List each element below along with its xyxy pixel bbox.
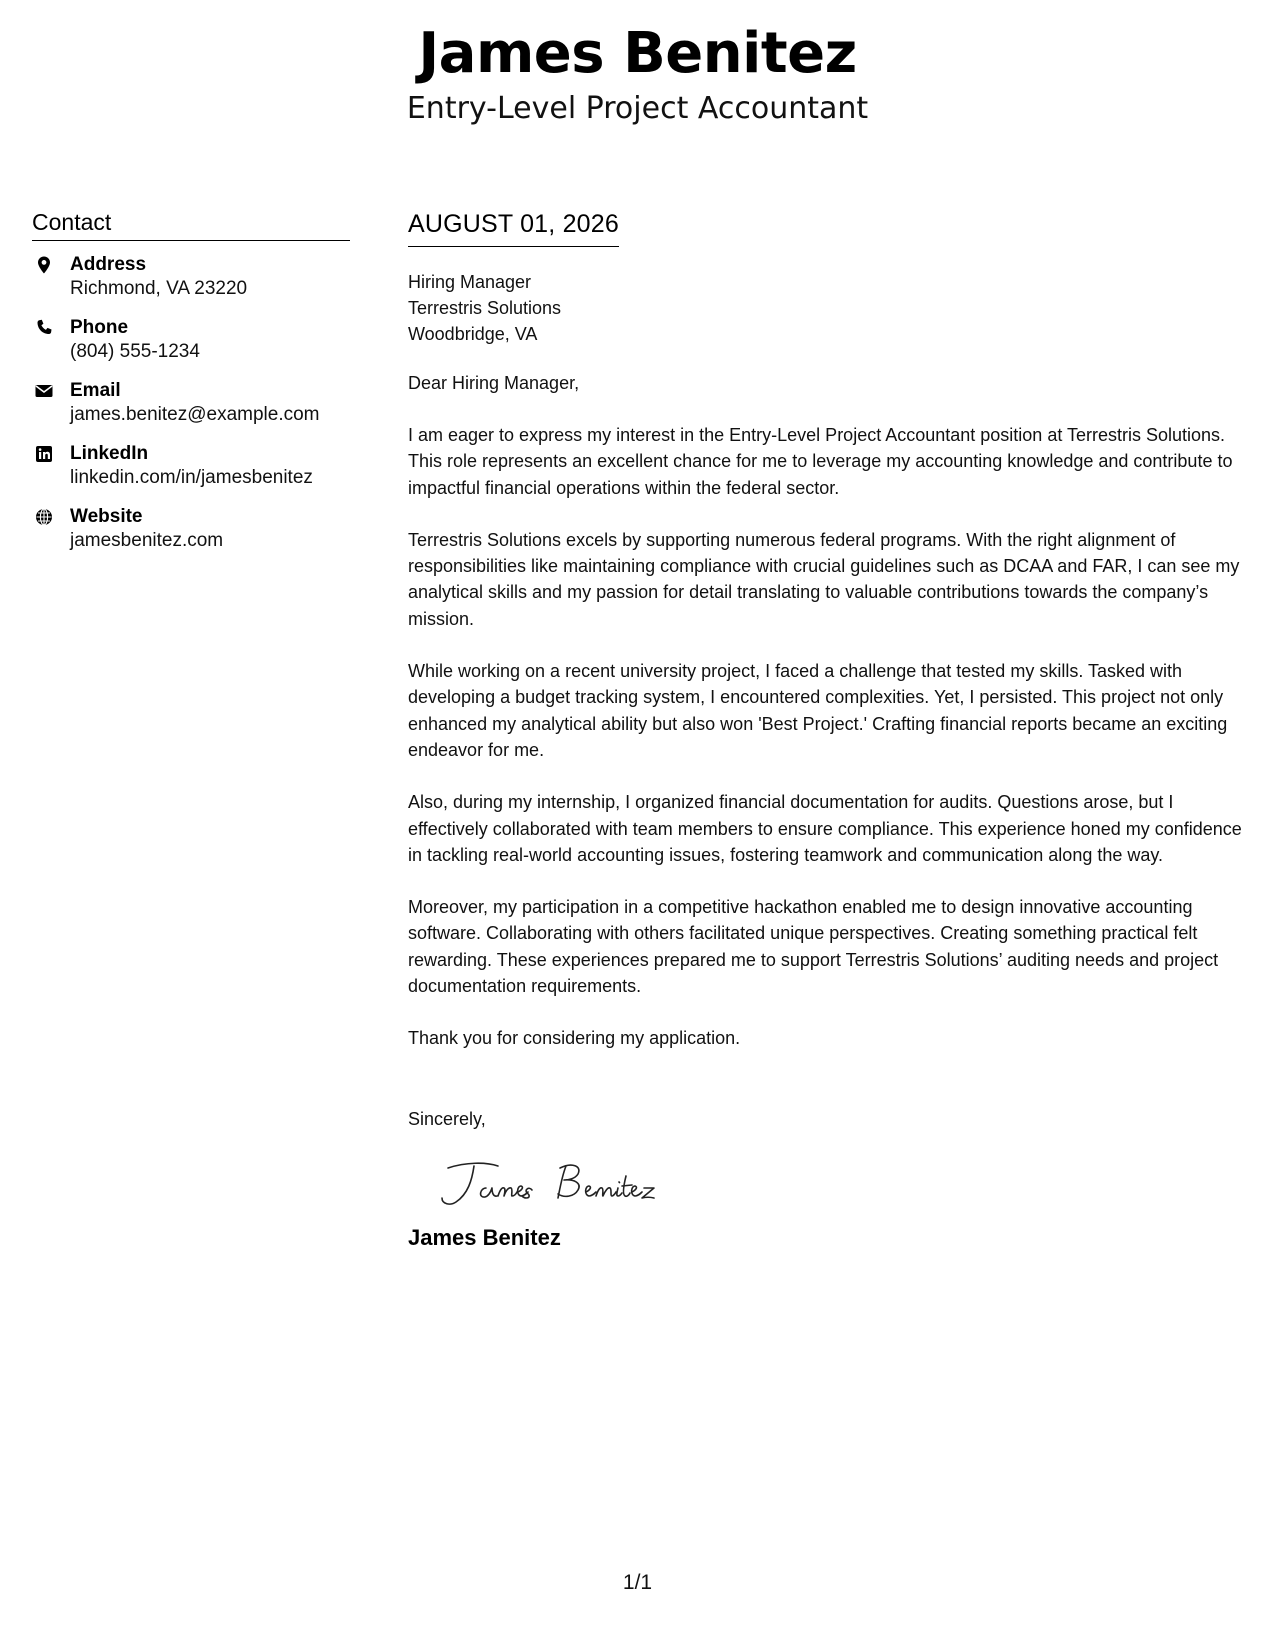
paragraph: Terrestris Solutions excels by supporting numerous federal programs. With the right alignment of responsibilities like maintaining compliance with crucial guidelines such as DCAA and FAR, I can see my analytical skills and my passion for detail translating to valuable contributions towards the company’s mission. xyxy=(408,529,1240,629)
applicant-name: James Benitez xyxy=(418,21,857,86)
contact-label: Address xyxy=(70,254,147,275)
contact-value: james.benitez@example.com xyxy=(70,404,320,425)
paragraph: Moreover, my participation in a competitive hackathon enabled me to design innovative accounting software. Collaborating with others facilitated unique perspectives. Creating something practical felt rewarding. These experiences prepared me to support Terrestris Solutions’ auditing needs and project documentation requirements. xyxy=(408,897,1219,997)
recipient-block xyxy=(408,269,1253,347)
contact-value: (804) 555-1234 xyxy=(70,341,200,362)
contact-item-email xyxy=(32,379,350,442)
contact-item-website xyxy=(32,505,350,568)
recipient-line: Hiring Manager xyxy=(408,272,532,292)
paragraph: Thank you for considering my application. xyxy=(408,1028,741,1049)
contact-label: LinkedIn xyxy=(70,443,149,464)
document-header xyxy=(0,18,1275,128)
contact-label: Phone xyxy=(70,317,129,338)
closing: Sincerely, xyxy=(408,1108,486,1129)
envelope-icon xyxy=(34,381,54,401)
paragraph: Also, during my internship, I organized financial documentation for audits. Questions arose, but I effectively collaborated with team members to ensure compliance. This experience honed my confidence in tackling real-world accounting issues, fostering teamwork and communication along the way. xyxy=(408,792,1242,865)
phone-icon xyxy=(34,318,54,338)
contact-label: Email xyxy=(70,380,121,401)
contact-item-address xyxy=(32,253,350,316)
recipient-line: Woodbridge, VA xyxy=(408,324,538,344)
job-title: Entry-Level Project Accountant xyxy=(406,91,869,126)
contact-item-linkedin xyxy=(32,442,350,505)
salutation: Dear Hiring Manager, xyxy=(408,373,580,393)
globe-icon xyxy=(34,507,54,527)
contact-sidebar xyxy=(32,208,350,568)
handwritten-signature xyxy=(426,1154,1253,1214)
paragraph: While working on a recent university project, I faced a challenge that tested my skills. Tasked with developing a budget tracking system, I encountered complexities. Yet, I persisted. This project not only enhanced my analytical ability but also won 'Best Project.' Crafting financial reports became an exciting endeavor for me. xyxy=(408,661,1228,760)
recipient-line: Terrestris Solutions xyxy=(408,298,562,318)
contact-item-phone xyxy=(32,316,350,379)
contact-value: linkedin.com/in/jamesbenitez xyxy=(70,467,313,488)
map-pin-icon xyxy=(34,255,54,275)
contact-heading: Contact xyxy=(32,208,350,241)
letter-date: AUGUST 01, 2026 xyxy=(408,208,619,247)
contact-list xyxy=(32,253,350,568)
linkedin-icon xyxy=(34,444,54,464)
page-number: 1/1 xyxy=(622,1571,653,1594)
paragraph: I am eager to express my interest in the Entry-Level Project Accountant position at Terrestris Solutions. This role represents an excellent chance for me to leverage my accounting knowledge and contribute to impactful financial operations within the federal sector. xyxy=(408,425,1233,498)
letter-body xyxy=(408,208,1253,1252)
signed-name: James Benitez xyxy=(408,1224,561,1250)
contact-label: Website xyxy=(70,506,143,527)
contact-value: Richmond, VA 23220 xyxy=(70,278,248,299)
contact-value: jamesbenitez.com xyxy=(70,530,224,551)
